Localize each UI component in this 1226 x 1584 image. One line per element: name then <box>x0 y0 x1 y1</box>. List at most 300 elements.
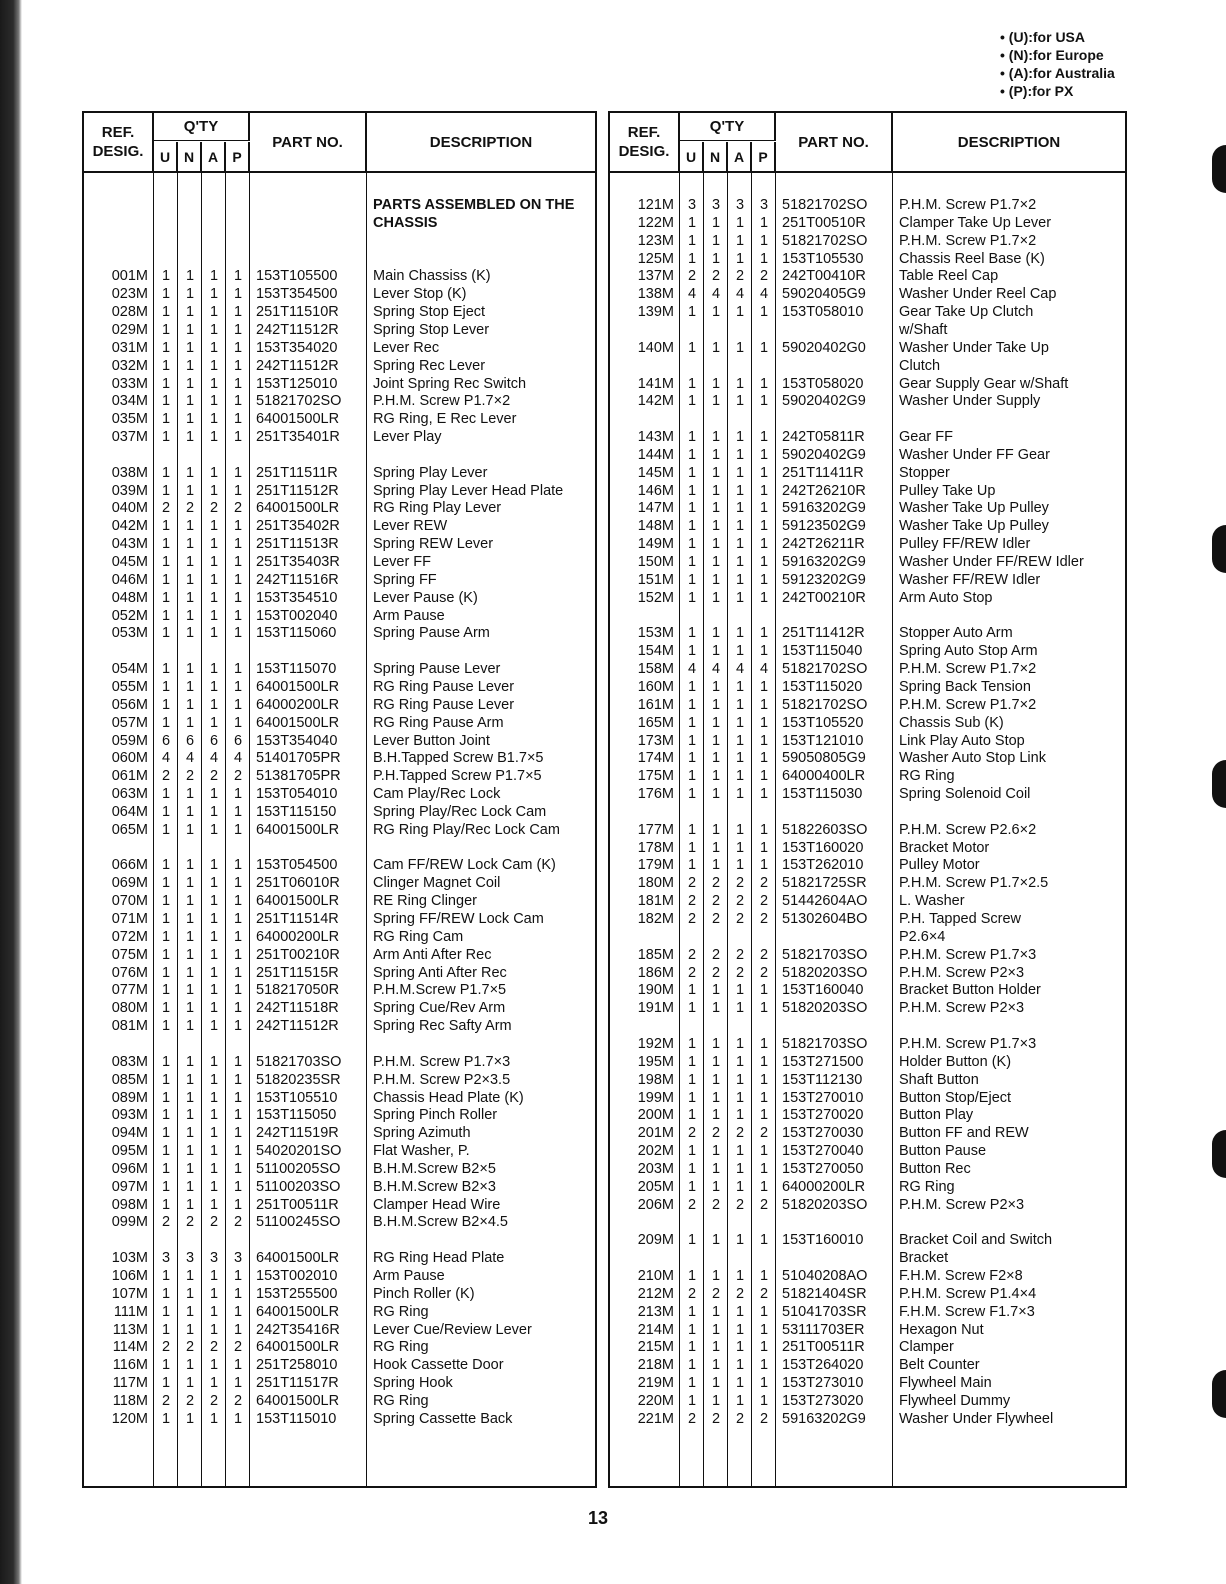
qty-a: 1 <box>735 1071 745 1088</box>
table-row <box>84 696 595 714</box>
description: Cam Play/Rec Lock <box>373 786 501 803</box>
qty-u: 1 <box>687 339 697 356</box>
table-row <box>610 392 1125 410</box>
description: Lever Play <box>373 429 442 446</box>
qty-p: 1 <box>759 214 769 231</box>
qty-p: 1 <box>233 1178 243 1195</box>
description: F.H.M. Screw F1.7×3 <box>899 1303 1035 1320</box>
description: RG Ring <box>899 1178 955 1195</box>
part-no: 59020402G9 <box>782 393 866 410</box>
description: Spring Anti After Rec <box>373 964 507 981</box>
part-no: 59163202G9 <box>782 1410 866 1427</box>
qty-p: 3 <box>759 197 769 213</box>
part-no: 251T00210R <box>256 946 340 963</box>
description: CHASSIS <box>373 214 438 231</box>
ref-desig-header: REF. DESIG. <box>84 113 154 171</box>
qty-u: 1 <box>161 857 171 874</box>
description: Lever Cue/Review Lever <box>373 1321 532 1338</box>
table-row <box>84 928 595 946</box>
part-no: 242T26210R <box>782 482 866 499</box>
table-row <box>610 517 1125 535</box>
qty-p: 4 <box>759 286 769 303</box>
description: Washer Under Reel Cap <box>899 286 1057 303</box>
qty-a: 1 <box>209 1375 219 1392</box>
description: Lever Stop (K) <box>373 286 467 303</box>
description: Spring Auto Stop Arm <box>899 643 1038 660</box>
ref-desig: 029M <box>111 321 148 338</box>
qty-u: 2 <box>161 500 171 517</box>
table-row <box>610 999 1125 1017</box>
table-header <box>610 113 1125 173</box>
qty-u: 1 <box>161 821 171 838</box>
qty-p: 1 <box>759 786 769 803</box>
part-no: 64001500LR <box>256 1392 340 1409</box>
qty-p: 1 <box>233 946 243 963</box>
qty-n: 1 <box>711 714 721 731</box>
qty-u: 1 <box>687 589 697 606</box>
ref-desig: 046M <box>111 571 148 588</box>
table-row <box>84 535 595 553</box>
qty-u: 1 <box>161 411 171 428</box>
table-row <box>610 571 1125 589</box>
ref-desig: 147M <box>637 500 674 517</box>
ref-desig: 077M <box>111 982 148 999</box>
qty-u: 1 <box>687 1143 697 1160</box>
qty-u: 1 <box>687 1160 697 1177</box>
part-no: 64001500LR <box>256 1339 340 1356</box>
ref-desig: 083M <box>111 1053 148 1070</box>
part-no: 51822603SO <box>782 821 868 838</box>
ref-desig: 142M <box>637 393 674 410</box>
qty-n: 1 <box>711 839 721 856</box>
part-no: 153T002010 <box>256 1268 338 1284</box>
part-no: 153T354020 <box>256 339 338 356</box>
part-no: 242T00410R <box>782 268 866 285</box>
table-row <box>610 357 1125 375</box>
part-no: 251T11412R <box>782 625 865 642</box>
qty-u: 1 <box>687 1303 697 1320</box>
description: P.H.M. Screw P1.7×3 <box>373 1053 511 1070</box>
part-no: 59163202G9 <box>782 554 866 570</box>
qty-n: 1 <box>185 304 195 321</box>
ref-desig: 192M <box>637 1035 674 1052</box>
qty-n: 1 <box>711 429 721 446</box>
qty-p: 1 <box>759 1107 769 1124</box>
qty-p: 1 <box>233 589 243 606</box>
table-row <box>84 428 595 446</box>
qty-u: 1 <box>161 1160 171 1177</box>
qty-u: 2 <box>687 268 697 285</box>
part-no: 251T00511R <box>782 1339 865 1356</box>
qty-p: 1 <box>233 803 243 820</box>
description: Pinch Roller (K) <box>373 1285 475 1302</box>
qty-a: 4 <box>735 286 745 303</box>
table-row <box>610 535 1125 553</box>
qty-a: 1 <box>209 1268 219 1284</box>
table-row <box>84 1124 595 1142</box>
table-row <box>84 785 595 803</box>
qty-n: 1 <box>711 214 721 231</box>
qty-a: 1 <box>735 786 745 803</box>
part-no: 153T262010 <box>782 857 864 874</box>
qty-p: 2 <box>759 875 769 892</box>
ref-desig: 098M <box>111 1196 148 1213</box>
qty-u: 1 <box>161 1196 171 1213</box>
qty-u: 1 <box>687 1357 697 1374</box>
table-row <box>84 482 595 500</box>
part-no: 251T258010 <box>256 1357 338 1374</box>
table-row <box>610 250 1125 268</box>
qty-n: 6 <box>185 732 195 749</box>
qty-n: 1 <box>185 554 195 570</box>
qty-u: 2 <box>687 893 697 910</box>
qty-n: 1 <box>185 482 195 499</box>
qty-a: 1 <box>209 1160 219 1177</box>
qty-header: Q'TY <box>154 113 250 141</box>
table-row <box>84 464 595 482</box>
qty-p: 1 <box>759 1339 769 1356</box>
qty-a: 1 <box>209 1321 219 1338</box>
ref-desig: 096M <box>111 1160 148 1177</box>
part-no: 51041703SR <box>782 1303 867 1320</box>
part-no: 64001500LR <box>256 893 340 910</box>
part-no: 153T112130 <box>782 1071 863 1088</box>
parts-table-left <box>82 111 597 1488</box>
ref-desig: 151M <box>637 571 674 588</box>
qty-a: 1 <box>735 429 745 446</box>
table-row <box>610 1249 1125 1267</box>
description: Washer Take Up Pulley <box>899 518 1049 535</box>
qty-u: 1 <box>161 1285 171 1302</box>
qty-n-header: N <box>178 142 202 171</box>
qty-u: 1 <box>687 714 697 731</box>
part-no: 153T002040 <box>256 607 338 624</box>
qty-u: 1 <box>687 536 697 553</box>
qty-p: 1 <box>233 714 243 731</box>
ref-desig: 141M <box>637 375 674 392</box>
qty-a: 1 <box>735 304 745 321</box>
qty-n: 2 <box>185 1392 195 1409</box>
description: Clamper Take Up Lever <box>899 214 1052 231</box>
qty-n: 2 <box>711 1285 721 1302</box>
qty-u: 1 <box>687 1000 697 1017</box>
qty-u: 3 <box>161 1250 171 1267</box>
table-row <box>610 928 1125 946</box>
qty-p: 1 <box>233 1125 243 1142</box>
qty-u: 1 <box>161 714 171 731</box>
ref-desig: 137M <box>637 268 674 285</box>
description: P.H.M. Screw P1.7×3 <box>899 946 1037 963</box>
description: w/Shaft <box>899 321 948 338</box>
part-no: 153T058010 <box>782 304 864 321</box>
description: F.H.M. Screw F2×8 <box>899 1268 1023 1284</box>
qty-n: 2 <box>711 946 721 963</box>
description: RG Ring <box>373 1392 429 1409</box>
qty-u: 1 <box>161 982 171 999</box>
qty-n: 1 <box>185 1303 195 1320</box>
ref-desig: 149M <box>637 536 674 553</box>
qty-p: 4 <box>759 661 769 678</box>
table-row <box>84 303 595 321</box>
qty-a: 1 <box>209 1285 219 1302</box>
description: B.H.M.Screw B2×4.5 <box>373 1214 508 1231</box>
part-no: 153T054500 <box>256 857 338 874</box>
qty-p: 1 <box>759 750 769 767</box>
description: Gear Take Up Clutch <box>899 304 1034 321</box>
qty-a: 1 <box>209 1071 219 1088</box>
part-no: 242T26211R <box>782 536 865 553</box>
qty-a: 2 <box>735 911 745 927</box>
qty-p: 1 <box>759 589 769 606</box>
qty-a: 1 <box>209 589 219 606</box>
qty-u: 1 <box>687 982 697 999</box>
qty-a: 1 <box>735 536 745 553</box>
qty-p: 1 <box>759 714 769 731</box>
qty-p: 1 <box>759 1357 769 1374</box>
qty-a: 1 <box>209 554 219 570</box>
qty-n: 4 <box>185 750 195 767</box>
qty-n: 1 <box>711 768 721 785</box>
qty-a: 1 <box>209 964 219 981</box>
table-row <box>84 375 595 393</box>
table-row <box>84 267 595 285</box>
description: Flywheel Main <box>899 1375 992 1392</box>
description: Washer Under FF Gear <box>899 446 1050 463</box>
qty-a: 1 <box>735 678 745 695</box>
table-row <box>84 1249 595 1267</box>
qty-u: 1 <box>161 304 171 321</box>
part-no: 64001500LR <box>256 821 340 838</box>
ref-desig: 195M <box>637 1053 674 1070</box>
qty-n: 1 <box>185 1089 195 1106</box>
qty-u: 1 <box>687 500 697 517</box>
qty-p: 1 <box>759 821 769 838</box>
qty-u-header: U <box>680 142 704 171</box>
qty-p: 1 <box>233 1196 243 1213</box>
part-no: 153T121010 <box>782 732 864 749</box>
qty-p: 2 <box>759 893 769 910</box>
table-row <box>610 946 1125 964</box>
table-row <box>610 767 1125 785</box>
qty-n: 2 <box>711 268 721 285</box>
ref-desig: 063M <box>111 786 148 803</box>
qty-u: 1 <box>161 464 171 481</box>
table-row <box>84 767 595 785</box>
part-no: 51821702SO <box>782 696 868 713</box>
qty-n: 1 <box>185 411 195 428</box>
part-no: 251T11515R <box>256 964 339 981</box>
table-row <box>610 589 1125 607</box>
ref-desig: 054M <box>111 661 148 678</box>
part-no: 51302604BO <box>782 911 868 927</box>
table-row <box>84 732 595 750</box>
qty-u: 2 <box>161 1392 171 1409</box>
description: Spring Back Tension <box>899 678 1031 695</box>
part-no: 251T11513R <box>256 536 339 553</box>
qty-p: 1 <box>233 304 243 321</box>
qty-u: 1 <box>161 1018 171 1035</box>
table-row <box>610 464 1125 482</box>
part-no: 51401705PR <box>256 750 341 767</box>
qty-n: 1 <box>185 875 195 892</box>
qty-n: 1 <box>185 911 195 927</box>
qty-a: 2 <box>735 875 745 892</box>
qty-a: 1 <box>735 589 745 606</box>
description: P.H.M. Screw P1.7×2 <box>899 197 1037 213</box>
qty-u: 4 <box>687 286 697 303</box>
qty-p: 2 <box>759 911 769 927</box>
punch-hole <box>1212 1370 1226 1418</box>
qty-u: 1 <box>687 625 697 642</box>
qty-p: 1 <box>759 554 769 570</box>
qty-a: 1 <box>735 1232 745 1249</box>
qty-a: 1 <box>209 1143 219 1160</box>
qty-p: 1 <box>759 464 769 481</box>
table-row <box>610 1106 1125 1124</box>
qty-n: 2 <box>711 1410 721 1427</box>
qty-a: 1 <box>735 625 745 642</box>
qty-n: 1 <box>711 1143 721 1160</box>
qty-p: 1 <box>759 1375 769 1392</box>
qty-u: 3 <box>687 197 697 213</box>
qty-a: 1 <box>209 982 219 999</box>
qty-a: 1 <box>209 678 219 695</box>
qty-n: 1 <box>185 696 195 713</box>
description: Arm Anti After Rec <box>373 946 492 963</box>
qty-n: 4 <box>711 286 721 303</box>
qty-u: 1 <box>161 286 171 303</box>
description: RG Ring Head Plate <box>373 1250 505 1267</box>
ref-desig: 117M <box>112 1375 148 1392</box>
ref-desig: 176M <box>637 786 674 803</box>
table-row <box>84 285 595 303</box>
ref-desig: 174M <box>637 750 674 767</box>
description: Button Play <box>899 1107 974 1124</box>
qty-a: 1 <box>735 393 745 410</box>
qty-n: 1 <box>185 857 195 874</box>
table-row <box>610 1178 1125 1196</box>
qty-u: 1 <box>687 304 697 321</box>
qty-p: 2 <box>233 500 243 517</box>
qty-u: 1 <box>161 268 171 285</box>
qty-n: 1 <box>711 250 721 267</box>
qty-a: 1 <box>209 857 219 874</box>
qty-n: 1 <box>711 1339 721 1356</box>
qty-n: 1 <box>711 857 721 874</box>
table-row <box>84 1321 595 1339</box>
qty-a: 1 <box>209 875 219 892</box>
description: Spring Stop Eject <box>373 304 486 321</box>
part-no: 242T11512R <box>256 321 339 338</box>
qty-a-header: A <box>202 142 226 171</box>
table-row <box>610 1231 1125 1249</box>
qty-a: 2 <box>735 268 745 285</box>
description: Hook Cassette Door <box>373 1357 504 1374</box>
punch-hole <box>1212 525 1226 573</box>
part-no: 242T11512R <box>256 357 339 374</box>
table-row <box>84 1106 595 1124</box>
qty-p: 2 <box>759 1285 769 1302</box>
description: Bracket Coil and Switch <box>899 1232 1053 1249</box>
description: RG Ring <box>373 1339 429 1356</box>
qty-a: 1 <box>209 803 219 820</box>
ref-desig: 120M <box>111 1410 148 1427</box>
qty-a: 2 <box>735 1125 745 1142</box>
ref-desig: 094M <box>111 1125 148 1142</box>
table-row <box>610 678 1125 696</box>
qty-n: 1 <box>185 1410 195 1427</box>
qty-u: 2 <box>687 1196 697 1213</box>
description: Flywheel Dummy <box>899 1392 1011 1409</box>
qty-n: 1 <box>185 607 195 624</box>
qty-u: 1 <box>687 768 697 785</box>
qty-u: 1 <box>161 1053 171 1070</box>
ref-desig: 039M <box>111 482 148 499</box>
part-no: 54020201SO <box>256 1143 342 1160</box>
description: P.H.M. Screw P1.4×4 <box>899 1285 1037 1302</box>
qty-u: 1 <box>161 357 171 374</box>
description: Bracket <box>899 1250 949 1267</box>
qty-u: 1 <box>687 554 697 570</box>
part-no: 64001500LR <box>256 1303 340 1320</box>
qty-n: 1 <box>711 1392 721 1409</box>
qty-n: 1 <box>185 1071 195 1088</box>
part-no: 53111703ER <box>782 1321 865 1338</box>
table-row <box>610 624 1125 642</box>
part-no: 51820203SO <box>782 1000 868 1017</box>
part-no: 64000200LR <box>782 1178 866 1195</box>
ref-desig: 057M <box>111 714 148 731</box>
qty-n: 1 <box>185 928 195 945</box>
qty-p: 1 <box>759 339 769 356</box>
ref-desig: 065M <box>111 821 148 838</box>
ref-desig: 052M <box>111 607 148 624</box>
region-legend <box>1000 28 1200 100</box>
qty-p: 1 <box>759 768 769 785</box>
qty-a: 1 <box>209 928 219 945</box>
qty-a: 2 <box>735 1196 745 1213</box>
table-row <box>610 749 1125 767</box>
ref-desig: 205M <box>637 1178 674 1195</box>
qty-a: 1 <box>735 1035 745 1052</box>
qty-u: 2 <box>687 1410 697 1427</box>
table-row <box>84 1089 595 1107</box>
description: Spring Cassette Back <box>373 1410 513 1427</box>
ref-desig: 145M <box>637 464 674 481</box>
qty-u: 2 <box>687 1285 697 1302</box>
description: Clutch <box>899 357 941 374</box>
part-no: 153T105530 <box>782 250 864 267</box>
ref-desig: 038M <box>111 464 148 481</box>
qty-p: 1 <box>233 1410 243 1427</box>
qty-p: 1 <box>233 321 243 338</box>
qty-u: 1 <box>161 393 171 410</box>
description: Spring Pinch Roller <box>373 1107 498 1124</box>
description: Link Play Auto Stop <box>899 732 1025 749</box>
table-row <box>84 1356 595 1374</box>
part-no: 51821703SO <box>782 1035 868 1052</box>
description: Arm Pause <box>373 1268 445 1284</box>
qty-n: 1 <box>185 982 195 999</box>
qty-p: 1 <box>233 1303 243 1320</box>
qty-a: 1 <box>209 1053 219 1070</box>
table-row <box>610 660 1125 678</box>
qty-p: 1 <box>759 1000 769 1017</box>
table-row <box>610 839 1125 857</box>
description: Spring Solenoid Coil <box>899 786 1031 803</box>
qty-p: 1 <box>233 393 243 410</box>
part-no: 242T35416R <box>256 1321 340 1338</box>
